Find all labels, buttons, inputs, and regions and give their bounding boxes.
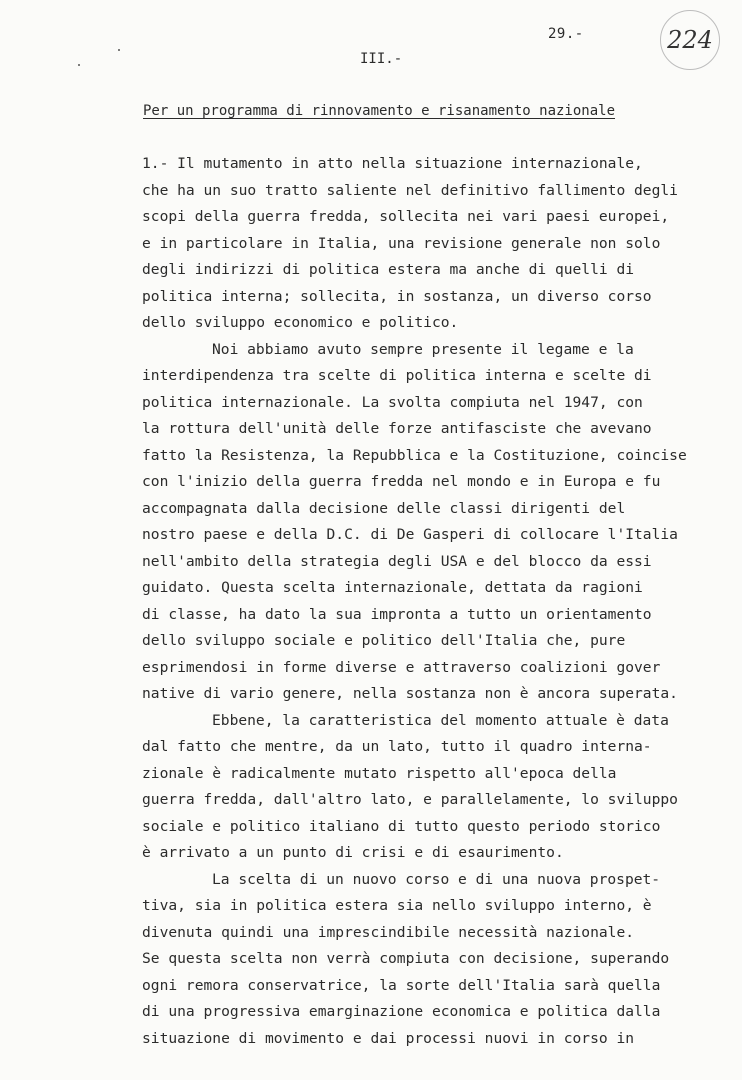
archive-stamp — [660, 10, 720, 70]
text-line: degli indirizzi di politica estera ma anche di quelli di — [142, 261, 635, 278]
text-line: nostro paese e della D.C. di De Gasperi di collocare l'Italia — [142, 526, 678, 543]
text-line: native di vario genere, nella sostanza non è ancora superata. — [142, 685, 678, 702]
text-line: dello sviluppo economico e politico. — [142, 314, 459, 331]
text-line: dal fatto che mentre, da un lato, tutto il quadro interna- — [142, 738, 652, 755]
section-number: III.- — [360, 51, 403, 67]
text-line: guidato. Questa scelta internazionale, dettata da ragioni — [142, 579, 643, 596]
text-line: esprimendosi in forme diverse e attraverso coalizioni gover — [142, 658, 661, 676]
stamp-number: 224 — [667, 26, 713, 54]
text-line: con l'inizio della guerra fredda nel mondo e in Europa e fu — [142, 473, 661, 490]
text-line: guerra fredda, dall'altro lato, e parallelamente, lo sviluppo — [142, 791, 678, 808]
text-line: Noi abbiamo avuto sempre presente il legame e la — [212, 340, 634, 358]
text-line: accompagnata dalla decisione delle classi dirigenti del — [142, 499, 626, 517]
text-line: Ebbene, la caratteristica del momento attuale è data — [212, 711, 669, 729]
text-line: è arrivato a un punto di crisi e di esaurimento. — [142, 844, 564, 861]
text-line: la rottura dell'unità delle forze antifasciste che avevano — [142, 420, 652, 437]
text-line: e in particolare in Italia, una revisione generale non solo — [142, 234, 661, 252]
text-line: di una progressiva emarginazione economica e politica dalla — [142, 1003, 661, 1020]
text-line: scopi della guerra fredda, sollecita nei vari paesi europei, — [142, 208, 670, 225]
text-line: situazione di movimento e dai processi nuovi in corso in — [142, 1029, 635, 1047]
text-line: 1.- Il mutamento in atto nella situazione internazionale, — [142, 155, 643, 172]
document-title: Per un programma di rinnovamento e risanamento nazionale — [143, 103, 616, 119]
text-line: La scelta di un nuovo corso e di una nuova prospet- — [212, 870, 661, 888]
text-line: dello sviluppo sociale e politico dell'Italia che, pure — [142, 632, 626, 649]
text-line: che ha un suo tratto saliente nel definitivo fallimento degli — [142, 181, 678, 199]
text-line: Se questa scelta non verrà compiuta con decisione, superando — [142, 950, 670, 967]
text-line: sociale e politico italiano di tutto questo periodo storico — [142, 817, 661, 835]
scan-speck — [78, 64, 80, 66]
text-line: politica internazionale. La svolta compiuta nel 1947, con — [142, 393, 643, 411]
page-number: 29.- — [548, 26, 584, 42]
text-line: zionale è radicalmente mutato rispetto all'epoca della — [142, 764, 617, 782]
text-line: nell'ambito della strategia degli USA e del blocco da essi — [142, 552, 652, 570]
body-text — [142, 151, 727, 1052]
scan-speck — [118, 49, 120, 51]
text-line: ogni remora conservatrice, la sorte dell'Italia sarà quella — [142, 976, 661, 994]
text-line: di classe, ha dato la sua impronta a tutto un orientamento — [142, 605, 652, 623]
text-line: divenuta quindi una imprescindibile necessità nazionale. — [142, 923, 635, 941]
text-line: politica interna; sollecita, in sostanza, un diverso corso — [142, 287, 652, 305]
text-line: fatto la Resistenza, la Repubblica e la Costituzione, coincise — [142, 446, 687, 464]
text-line: interdipendenza tra scelte di politica interna e scelte di — [142, 367, 652, 384]
text-line: tiva, sia in politica estera sia nello sviluppo interno, è — [142, 897, 652, 914]
